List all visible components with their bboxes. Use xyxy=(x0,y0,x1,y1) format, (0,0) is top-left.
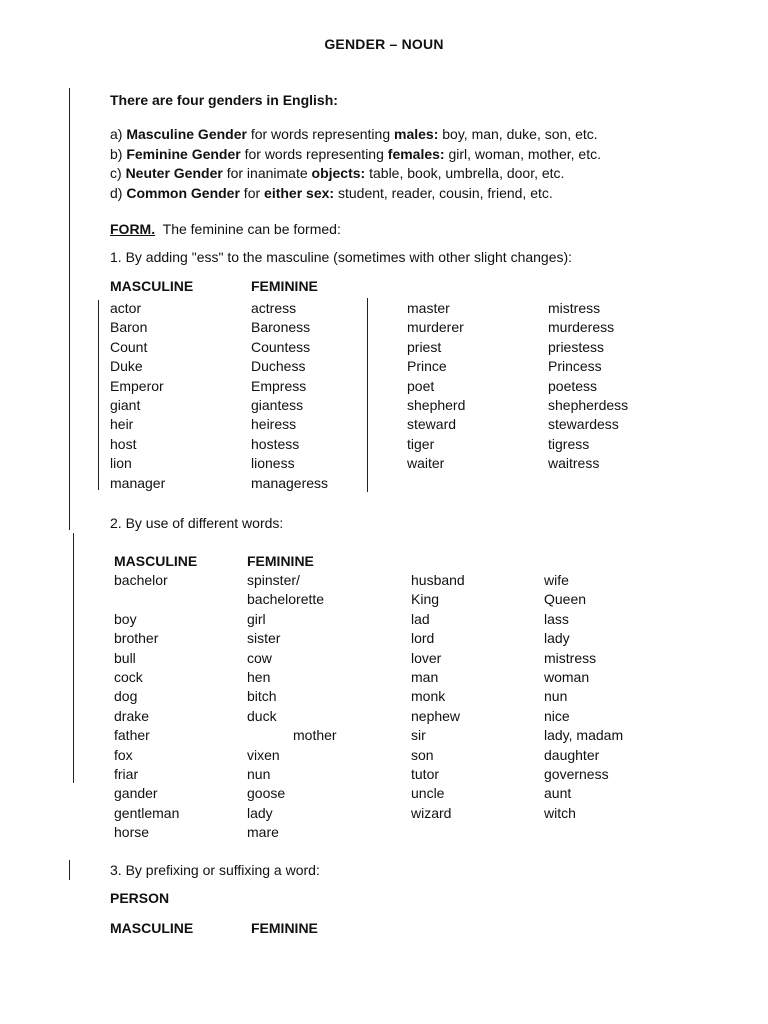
list-item: murderer xyxy=(407,319,464,336)
list-item: poetess xyxy=(548,377,598,394)
section2-left-feminine xyxy=(247,571,324,842)
list-item: lady xyxy=(247,804,273,821)
list-item: poet xyxy=(407,377,435,394)
list-item: heir xyxy=(110,416,134,433)
list-item: lady, madam xyxy=(544,727,624,744)
list-item: nun xyxy=(247,765,271,782)
list-item: host xyxy=(110,435,137,452)
section3-col-feminine: FEMININE xyxy=(251,920,318,936)
list-item: priestess xyxy=(548,338,605,355)
list-item: manager xyxy=(110,474,166,491)
list-item: governess xyxy=(544,765,609,782)
list-item: lioness xyxy=(251,455,295,472)
list-item: King xyxy=(411,591,440,608)
list-item: actor xyxy=(110,300,142,316)
page-title: GENDER – NOUN xyxy=(324,36,444,52)
list-item: waitress xyxy=(548,455,600,472)
list-item: Baron xyxy=(110,319,148,336)
list-item: tutor xyxy=(411,765,440,782)
list-item: heiress xyxy=(251,416,297,433)
list-item: stewardess xyxy=(548,416,619,433)
list-item: Emperor xyxy=(110,377,164,394)
section1-left-masculine xyxy=(110,299,165,493)
list-item: brother xyxy=(114,630,159,647)
list-item: manageress xyxy=(251,474,329,491)
list-item: lord xyxy=(411,630,435,647)
list-item: Baroness xyxy=(251,319,311,336)
list-item: daughter xyxy=(544,746,600,763)
list-item: woman xyxy=(544,668,590,685)
list-item: witch xyxy=(544,804,576,821)
gender-item: b) Feminine Gender for words representing females: girl, woman, mother, etc. xyxy=(110,145,601,162)
list-item: dog xyxy=(114,688,138,705)
list-item: priest xyxy=(407,338,442,355)
list-item: steward xyxy=(407,416,457,433)
section1-right-masculine xyxy=(407,299,465,474)
list-item: spinster/ xyxy=(247,572,300,588)
section2-left-masculine xyxy=(114,571,179,842)
list-item: lady xyxy=(544,630,570,647)
list-item: bachelor xyxy=(114,572,168,588)
list-item: bitch xyxy=(247,688,277,705)
list-item: Prince xyxy=(407,358,447,375)
list-item: friar xyxy=(114,765,139,782)
list-item: sister xyxy=(247,630,281,647)
intro-text: There are four genders in English: xyxy=(110,92,338,108)
list-item: murderess xyxy=(548,319,615,336)
list-item: nephew xyxy=(411,707,461,724)
section1-heading: 1. By adding "ess" to the masculine (sometimes with other slight changes): xyxy=(110,249,573,265)
gender-item: a) Masculine Gender for words representing males: boy, man, duke, son, etc. xyxy=(110,126,598,142)
section3-heading: 3. By prefixing or suffixing a word: xyxy=(110,862,320,878)
list-item: Queen xyxy=(544,591,587,608)
list-item: wife xyxy=(544,572,569,588)
list-item: duck xyxy=(247,707,277,724)
list-item: monk xyxy=(411,688,446,705)
section2-col-feminine: FEMININE xyxy=(247,553,314,569)
margin-bar xyxy=(73,533,74,783)
list-item: drake xyxy=(114,707,150,724)
list-item: lion xyxy=(110,455,132,472)
list-item: lover xyxy=(411,649,442,666)
section2-right-masculine xyxy=(411,571,465,823)
list-item: cow xyxy=(247,649,272,666)
form-label: FORM. xyxy=(110,221,156,237)
list-item: bachelorette xyxy=(247,591,325,608)
list-item: horse xyxy=(114,824,150,841)
section2-right-feminine xyxy=(544,571,623,823)
list-item: nun xyxy=(544,688,568,705)
list-item: Empress xyxy=(251,377,307,394)
list-item: mistress xyxy=(544,649,597,666)
list-item: waiter xyxy=(407,455,445,472)
section1-col-feminine: FEMININE xyxy=(251,278,318,294)
list-item: Count xyxy=(110,338,148,355)
margin-bar xyxy=(69,88,70,530)
section1-left-feminine xyxy=(251,299,328,493)
list-item: sir xyxy=(411,727,426,744)
gender-item: c) Neuter Gender for inanimate objects: table, book, umbrella, door, etc. xyxy=(110,165,565,181)
section3-col-masculine: MASCULINE xyxy=(110,920,194,936)
list-item: son xyxy=(411,746,434,763)
section2-col-masculine: MASCULINE xyxy=(114,553,198,569)
list-item: fox xyxy=(114,746,133,763)
list-item: giantess xyxy=(251,396,304,413)
list-item: master xyxy=(407,300,450,316)
list-item: shepherd xyxy=(407,396,466,413)
father-feminine: mother xyxy=(293,727,337,743)
list-item: wizard xyxy=(411,804,452,821)
list-item: giant xyxy=(110,396,141,413)
list-item: goose xyxy=(247,785,286,802)
list-item: mistress xyxy=(548,300,601,316)
list-item: Countess xyxy=(251,338,311,355)
list-item: Princess xyxy=(548,358,602,375)
list-item: husband xyxy=(411,572,465,588)
list-item: hostess xyxy=(251,435,300,452)
list-item: lad xyxy=(411,610,430,627)
list-item: tiger xyxy=(407,435,435,452)
list-item: actress xyxy=(251,300,297,316)
list-item: shepherdess xyxy=(548,396,629,413)
list-item: bull xyxy=(114,649,136,666)
list-item: Duchess xyxy=(251,358,306,375)
list-item: gander xyxy=(114,785,158,802)
section3-subheading: PERSON xyxy=(110,890,170,906)
form-text: The feminine can be formed: xyxy=(155,221,341,237)
list-item: father xyxy=(114,727,150,744)
margin-bar xyxy=(69,860,70,880)
list-item: tigress xyxy=(548,435,590,452)
section2-heading: 2. By use of different words: xyxy=(110,515,284,531)
list-item: girl xyxy=(247,610,266,627)
list-item: vixen xyxy=(247,746,280,763)
list-item: aunt xyxy=(544,785,572,802)
gender-item: d) Common Gender for either sex: student, reader, cousin, friend, etc. xyxy=(110,184,553,201)
list-item: mare xyxy=(247,824,279,841)
list-item: gentleman xyxy=(114,804,180,821)
column-divider xyxy=(367,298,368,492)
list-item: cock xyxy=(114,668,143,685)
form-line xyxy=(110,220,341,239)
list-item xyxy=(114,590,179,609)
list-item: lass xyxy=(544,610,569,627)
section1-col-masculine: MASCULINE xyxy=(110,278,194,294)
margin-bar xyxy=(98,300,99,490)
list-item: man xyxy=(411,668,439,685)
list-item: boy xyxy=(114,610,137,627)
list-item: uncle xyxy=(411,785,445,802)
section1-right-feminine xyxy=(548,299,628,474)
genders-list xyxy=(110,125,601,203)
list-item: hen xyxy=(247,668,271,685)
list-item: Duke xyxy=(110,358,143,375)
list-item: nice xyxy=(544,707,570,724)
